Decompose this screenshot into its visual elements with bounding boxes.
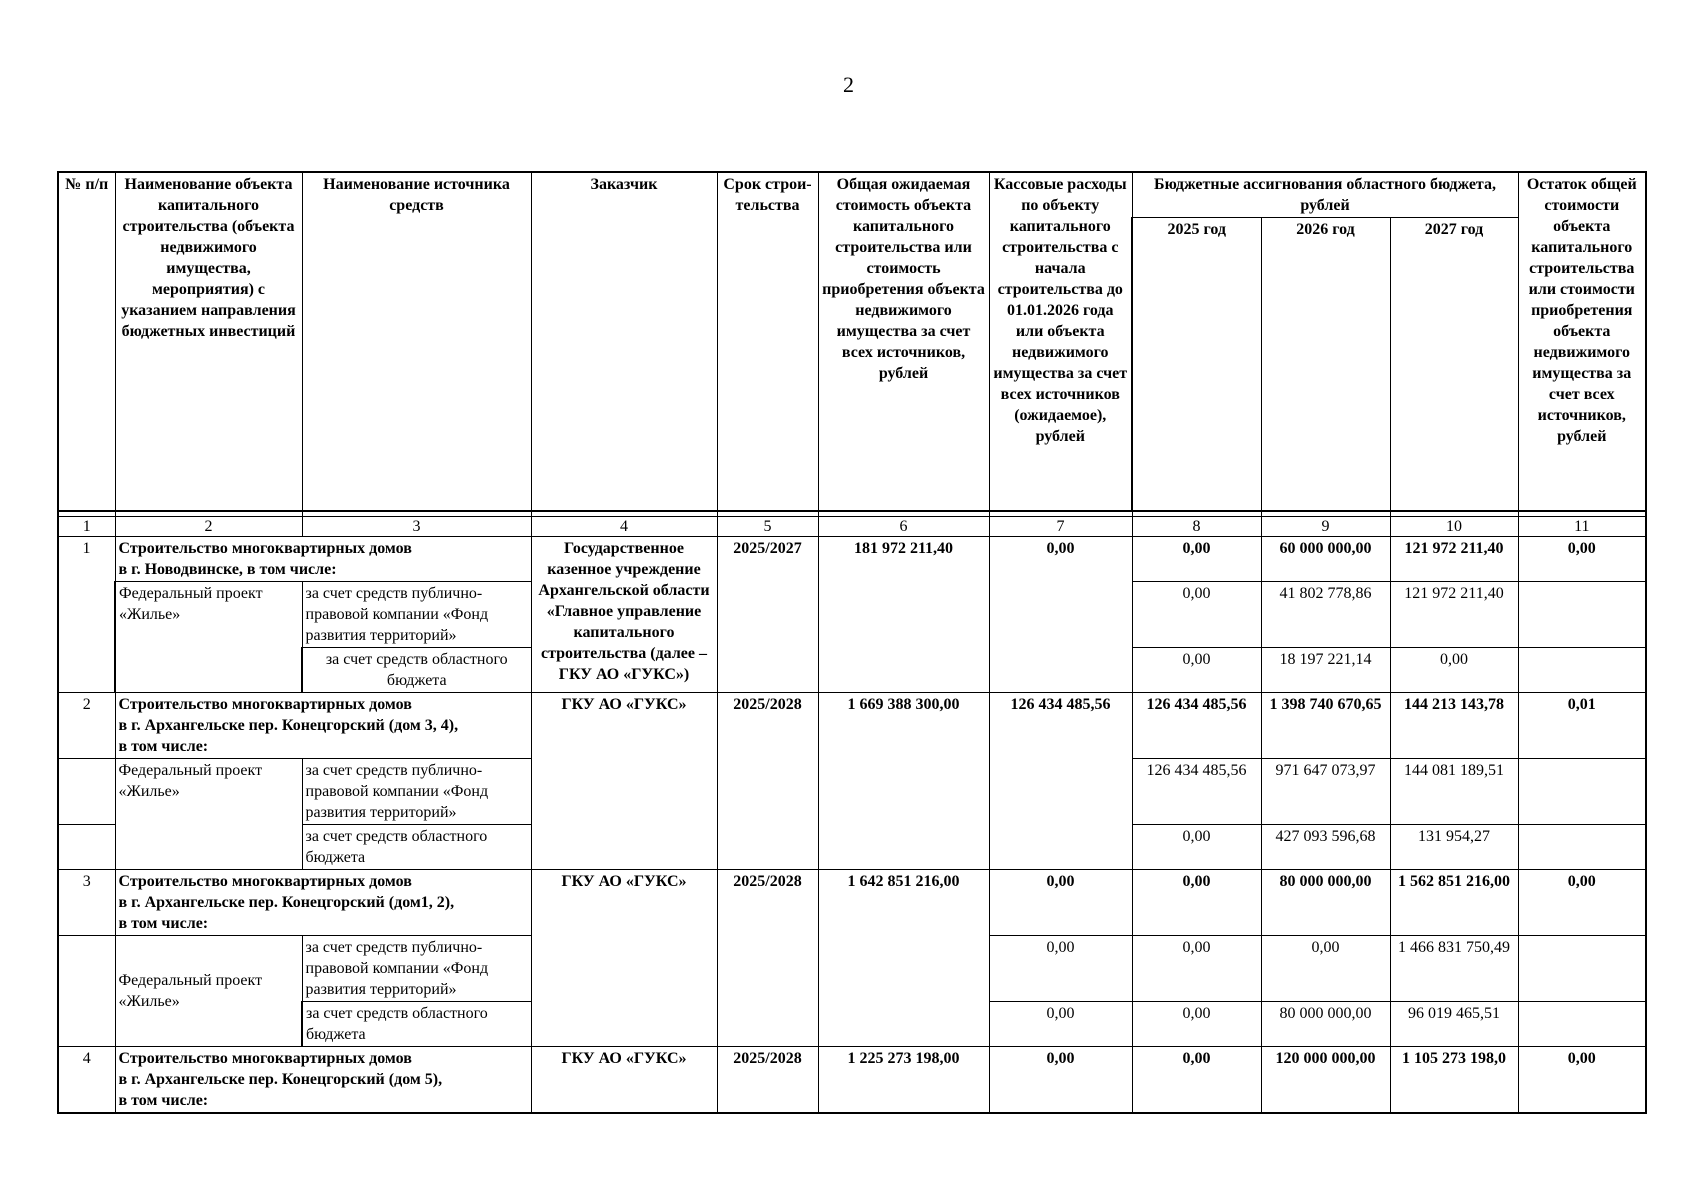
- column-number: 5: [717, 517, 818, 537]
- remainder-cell: 0,00: [1518, 870, 1646, 936]
- table-row: [58, 537, 1646, 582]
- object-name-line: Строительство многоквартирных домов: [118, 1050, 412, 1067]
- header-year-2027: 2027 год: [1390, 218, 1518, 512]
- object-name-line: Строительство многоквартирных домов: [118, 873, 412, 890]
- y2027-cell: 1 562 851 216,00: [1390, 870, 1518, 936]
- object-name-line: в г. Архангельске пер. Конецгорский (дом 5),: [118, 1071, 443, 1088]
- page-number: 2: [843, 72, 854, 97]
- table-row: [58, 870, 1646, 936]
- y2026-cell: 427 093 596,68: [1261, 825, 1390, 870]
- column-number: 9: [1261, 517, 1390, 537]
- header-row: [58, 172, 1646, 218]
- y2027-cell: 96 019 465,51: [1390, 1002, 1518, 1047]
- remainder-cell: [1518, 1002, 1646, 1047]
- y2025-cell: 126 434 485,56: [1132, 759, 1261, 825]
- y2027-cell: 144 213 143,78: [1390, 693, 1518, 759]
- row-number: 1: [58, 537, 115, 693]
- source-cell: за счет средств областного бюджета: [302, 648, 531, 693]
- object-name-line: Строительство многоквартирных домов: [118, 540, 412, 557]
- object-name: [115, 870, 531, 936]
- y2027-cell: 131 954,27: [1390, 825, 1518, 870]
- source-cell: за счет средств областного бюджета: [302, 825, 531, 870]
- header-object-name: Наименование объекта капитального строительства (объекта недвижимого имущества, мероприятия) с указанием направления бюджетных инвестиций: [115, 172, 302, 511]
- y2026-cell: 0,00: [1261, 936, 1390, 1002]
- term-cell: 2025/2028: [717, 693, 818, 870]
- y2026-cell: 18 197 221,14: [1261, 648, 1390, 693]
- header-total-cost: Общая ожидаемая стоимость объекта капитального строительства или стоимость приобретения объекта недвижимого имущества за счет всех источников, рублей: [818, 172, 989, 511]
- column-number: 11: [1518, 517, 1646, 537]
- remainder-cell: [1518, 825, 1646, 870]
- customer-cell: Государственное казенное учреждение Архангельской области «Главное управление капитального строительства (далее – ГКУ АО «ГУКС»): [531, 537, 717, 693]
- y2027-cell: 1 105 273 198,0: [1390, 1047, 1518, 1114]
- object-name: [115, 693, 531, 759]
- column-number: 1: [58, 517, 115, 537]
- y2025-cell: 0,00: [1132, 648, 1261, 693]
- column-number: 3: [302, 517, 531, 537]
- y2025-cell: 0,00: [1132, 936, 1261, 1002]
- object-name-line: в том числе:: [118, 738, 209, 755]
- remainder-cell: [1518, 648, 1646, 693]
- object-name-line: в том числе:: [118, 1092, 209, 1109]
- header-year-2026: 2026 год: [1261, 218, 1390, 512]
- header-source-name: Наименование источника средств: [302, 172, 531, 511]
- y2026-cell: 971 647 073,97: [1261, 759, 1390, 825]
- object-name-line: в том числе:: [118, 915, 209, 932]
- y2027-cell: 121 972 211,40: [1390, 582, 1518, 648]
- table-row: [58, 693, 1646, 759]
- customer-cell: ГКУ АО «ГУКС»: [531, 693, 717, 870]
- header-year-2025: 2025 год: [1132, 218, 1261, 512]
- y2025-cell: 0,00: [1132, 582, 1261, 648]
- object-name-line: в г. Новодвинске, в том числе:: [118, 561, 337, 578]
- header-remainder: Остаток общей стоимости объекта капитального строительства или стоимости приобретения объекта недвижимого имущества за счет всех источников, рублей: [1518, 172, 1646, 511]
- column-numbers-row: [58, 517, 1646, 537]
- remainder-cell: [1518, 582, 1646, 648]
- remainder-cell: 0,00: [1518, 537, 1646, 582]
- y2027-cell: 144 081 189,51: [1390, 759, 1518, 825]
- header-cash-expenses: Кассовые расходы по объекту капитального строительства с начала строительства до 01.01.2026 года или объекта недвижимого имущества за счет всех источников (ожидаемое), рублей: [989, 172, 1132, 511]
- y2026-cell: 80 000 000,00: [1261, 1002, 1390, 1047]
- remainder-cell: [1518, 759, 1646, 825]
- y2026-cell: 120 000 000,00: [1261, 1047, 1390, 1114]
- row-number-empty: [58, 936, 115, 1047]
- y2026-cell: 60 000 000,00: [1261, 537, 1390, 582]
- project-cell: Федеральный проект «Жилье»: [115, 582, 302, 693]
- project-cell: Федеральный проект «Жилье»: [115, 936, 302, 1047]
- object-name-line: в г. Архангельске пер. Конецгорский (дом1, 2),: [118, 894, 455, 911]
- column-number: 2: [115, 517, 302, 537]
- y2027-cell: 0,00: [1390, 648, 1518, 693]
- budget-table: [57, 171, 1647, 1114]
- y2025-cell: 0,00: [1132, 870, 1261, 936]
- object-name: [115, 1047, 531, 1114]
- cash-expenses-cell: 126 434 485,56: [989, 693, 1132, 870]
- table-row: [58, 1047, 1646, 1114]
- column-number: 7: [989, 517, 1132, 537]
- project-cell: Федеральный проект «Жилье»: [115, 759, 302, 870]
- y2025-cell: 0,00: [1132, 1002, 1261, 1047]
- source-cell: за счет средств областного бюджета: [302, 1002, 531, 1047]
- object-name-line: Строительство многоквартирных домов: [118, 696, 412, 713]
- row-number: 4: [58, 1047, 115, 1114]
- source-cell: за счет средств публично-правовой компании «Фонд развития территорий»: [302, 582, 531, 648]
- column-number: 10: [1390, 517, 1518, 537]
- term-cell: 2025/2028: [717, 870, 818, 1047]
- remainder-cell: [1518, 936, 1646, 1002]
- y2025-cell: 0,00: [1132, 825, 1261, 870]
- column-number: 6: [818, 517, 989, 537]
- customer-cell: ГКУ АО «ГУКС»: [531, 1047, 717, 1114]
- column-number: 4: [531, 517, 717, 537]
- y2026-cell: 1 398 740 670,65: [1261, 693, 1390, 759]
- row-number: 3: [58, 870, 115, 936]
- total-cost-cell: 1 642 851 216,00: [818, 870, 989, 1047]
- y2025-cell: 126 434 485,56: [1132, 693, 1261, 759]
- cash-expenses-cell: 0,00: [989, 936, 1132, 1002]
- source-cell: за счет средств публично-правовой компании «Фонд развития территорий»: [302, 936, 531, 1002]
- term-cell: 2025/2028: [717, 1047, 818, 1114]
- remainder-cell: 0,00: [1518, 1047, 1646, 1114]
- y2025-cell: 0,00: [1132, 1047, 1261, 1114]
- row-number-empty: [58, 825, 115, 870]
- y2027-cell: 121 972 211,40: [1390, 537, 1518, 582]
- object-name-line: в г. Архангельске пер. Конецгорский (дом 3, 4),: [118, 717, 459, 734]
- total-cost-cell: 1 669 388 300,00: [818, 693, 989, 870]
- source-cell: за счет средств публично-правовой компании «Фонд развития территорий»: [302, 759, 531, 825]
- total-cost-cell: 181 972 211,40: [818, 537, 989, 693]
- header-customer: Заказчик: [531, 172, 717, 511]
- cash-expenses-cell: 0,00: [989, 1047, 1132, 1114]
- object-name: [115, 537, 531, 582]
- row-number: 2: [58, 693, 115, 759]
- y2025-cell: 0,00: [1132, 537, 1261, 582]
- header-budget-allocations: Бюджетные ассигнования областного бюджета, рублей: [1132, 172, 1518, 218]
- cash-expenses-cell: 0,00: [989, 1002, 1132, 1047]
- header-term: Срок строи-тельства: [717, 172, 818, 511]
- customer-cell: ГКУ АО «ГУКС»: [531, 870, 717, 1047]
- y2027-cell: 1 466 831 750,49: [1390, 936, 1518, 1002]
- cash-expenses-cell: 0,00: [989, 537, 1132, 693]
- header-num: № п/п: [58, 172, 115, 511]
- row-number-empty: [58, 759, 115, 825]
- column-number: 8: [1132, 517, 1261, 537]
- term-cell: 2025/2027: [717, 537, 818, 693]
- y2026-cell: 80 000 000,00: [1261, 870, 1390, 936]
- cash-expenses-cell: 0,00: [989, 870, 1132, 936]
- total-cost-cell: 1 225 273 198,00: [818, 1047, 989, 1114]
- remainder-cell: 0,01: [1518, 693, 1646, 759]
- y2026-cell: 41 802 778,86: [1261, 582, 1390, 648]
